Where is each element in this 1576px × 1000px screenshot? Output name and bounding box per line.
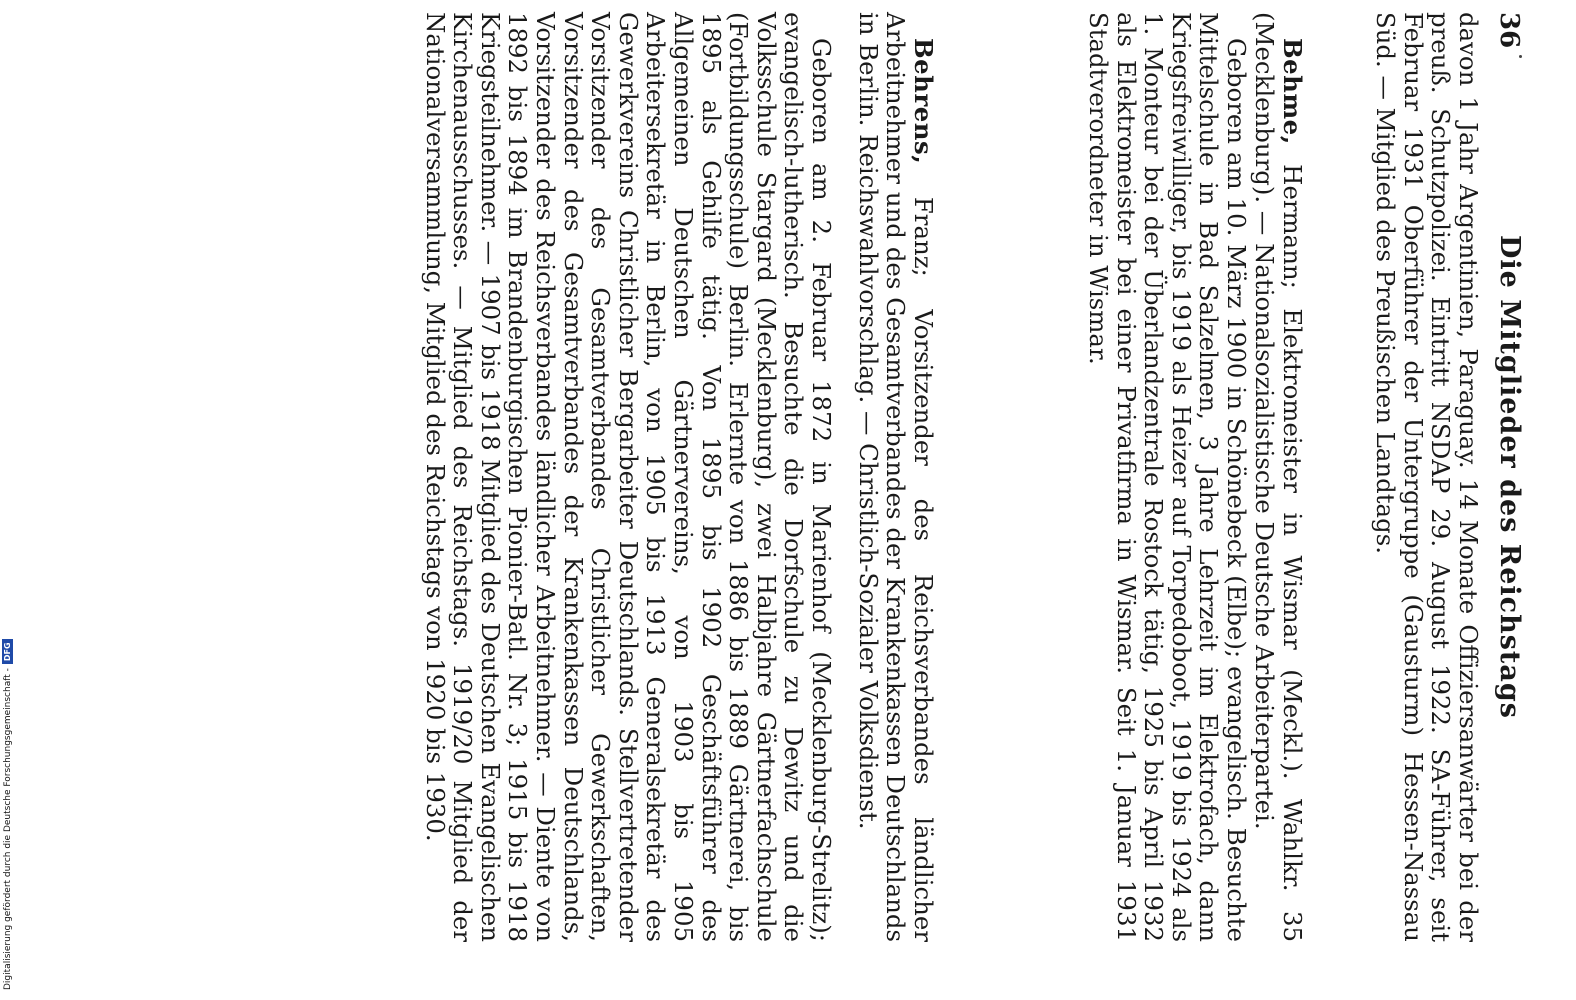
entry-behrens-biography [421, 12, 835, 942]
page-number: 36 [1494, 12, 1524, 49]
paragraph-text: Geboren am 10. März 1900 in Schönebeck (Elbe); evangelisch. Besuchte Mittelschule in Bad Salzelmen, 3 Jahre Lehrzeit im Elektrofach, dann Kriegsfreiwilliger, bis 1919 als Heizer auf Torpedoboot, 1919 bis 1924 als 1. Monteur bei der Überlandzentrale Rostock tätig, 1925 bis April 1932 als Elektromeister bei einer Privatfirma in Wismar. Seit 1. Januar 1931 Stadtverordneter in Wismar. [1084, 12, 1251, 942]
digitization-sidebar [0, 0, 12, 1000]
scan-speck [1519, 55, 1522, 58]
credit-text: Digitalisierung gefördert durch die Deutsche Forschungsgemeinschaft - [3, 668, 13, 990]
entry-surname: Behrens, [909, 38, 938, 165]
paragraph-text: Franz; Vorsitzender des Reichsverbandes ländlicher Arbeitnehmer und des Gesamtverbandes der Krankenkassen Deutschlands in Berlin. Reichswahlvorschlag. — Christlich-Sozialer Volksdienst. [853, 12, 938, 942]
digitization-credit [2, 0, 14, 1000]
paragraph-text: Hermann; Elektromeister in Wismar (Meckl.). Wahlkr. 35 (Mecklenburg). — Nationalsozialistische Deutsche Arbeiterpartei. [1250, 12, 1307, 942]
running-title: Die Mitglieder des Reichstags [1494, 235, 1525, 719]
dfg-logo-icon: DFG [2, 639, 13, 664]
paragraph-continuation [1372, 12, 1482, 942]
entry-behme-heading [1251, 12, 1306, 942]
entry-behme-biography [1084, 12, 1250, 942]
page-header [1494, 12, 1524, 942]
entry-behrens-heading [854, 12, 937, 942]
entry-surname: Behme, [1278, 38, 1307, 145]
paragraph-text: Geboren am 2. Februar 1872 in Marienhof (Mecklenburg-Strelitz); evangelisch-lutherisch. Besuchte die Dorfschule zu Dewitz und die Volksschule Stargard (Mecklenburg), zwei Halbjahre Gärtnerfachschule (Fortbildungsschule) Berlin. Erlernte von 1886 bis 1889 Gärtnerei, bis 1895 als Gehilfe tätig. Von 1895 bis 1902 Geschäftsführer des Allgemeinen Deutschen Gärtnervereins, von 1903 bis 1905 Arbeitersekretär in Berlin, von 1905 bis 1913 Generalsekretär des Gewerkvereins Christlicher Bergarbeiter Deutschlands. Stellvertretender Vorsitzender des Gesamtverbandes Christlicher Gewerkschaften, Vorsitzender des Gesamtverbandes der Krankenkassen Deutschlands, Vorsitzender des Reichsverbandes ländlicher Arbeitnehmer. — Diente von 1892 bis 1894 im Brandenburgischen Pionier-Batl. Nr. 3; 1915 bis 1918 Kriegsteilnehmer. — 1907 bis 1918 Mitglied des Deutschen Evangelischen Kirchenausschusses. — Mitglied des Reichstags. 1919/20 Mitglied der Nationalversammlung, Mitglied des Reichstags von 1920 bis 1930. [420, 12, 836, 942]
paragraph-text: davon 1 Jahr Argentinien, Paraguay. 14 Monate Offiziersanwärter bei der preuß. Schutzpolizei. Eintritt NSDAP 29. August 1922. SA-Führer, seit Februar 1931 Oberführer der Untergruppe (Gausturm) Hessen-Nassau Süd. — Mitglied des Preußischen Landtags. [1371, 12, 1483, 942]
